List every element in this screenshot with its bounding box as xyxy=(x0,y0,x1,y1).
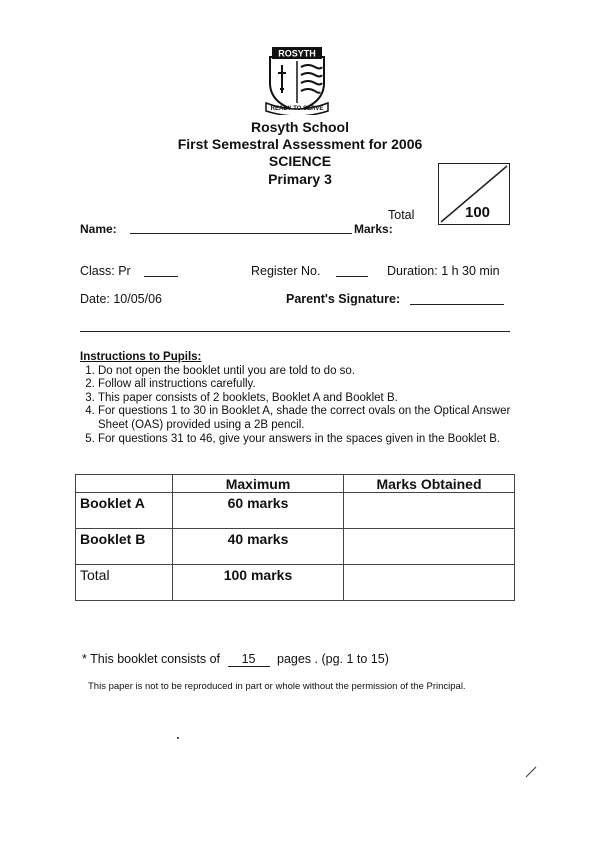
stray-pen-mark xyxy=(524,765,538,779)
pages-suffix: pages . (pg. 1 to 15) xyxy=(277,652,389,666)
subject-title: SCIENCE xyxy=(268,153,332,169)
stray-dot xyxy=(177,737,179,739)
table-row xyxy=(76,529,515,565)
register-field[interactable] xyxy=(336,276,368,277)
instruction-item: 2. Follow all instructions carefully. xyxy=(98,378,520,392)
marks-label: Marks: xyxy=(354,222,393,236)
signature-label: Parent's Signature: xyxy=(286,292,401,306)
svg-text:ROSYTH: ROSYTH xyxy=(278,48,316,59)
table-header-cell: Maximum xyxy=(173,475,344,493)
date-text: Date: 10/05/06 xyxy=(80,292,163,306)
total-label: Total xyxy=(388,208,415,222)
school-name: Rosyth School xyxy=(250,119,349,135)
duration-text: Duration: 1 h 30 min xyxy=(387,264,500,278)
row-obtained[interactable] xyxy=(344,529,515,565)
assessment-title: First Semestral Assessment for 2006 xyxy=(177,136,423,152)
name-label: Name: xyxy=(80,222,117,236)
table-header-row xyxy=(76,475,515,493)
row-label: Booklet B xyxy=(76,529,173,565)
instructions-heading: Instructions to Pupils: xyxy=(80,351,202,363)
pages-line xyxy=(82,652,389,667)
register-label: Register No. xyxy=(251,264,321,278)
table-header-cell xyxy=(76,475,173,493)
row-maximum: 40 marks xyxy=(173,529,344,565)
row-maximum: 100 marks xyxy=(173,565,344,601)
table-row xyxy=(76,493,515,529)
instructions-block xyxy=(80,351,520,446)
pages-count: 15 xyxy=(228,652,270,667)
svg-text:READY TO SERVE: READY TO SERVE xyxy=(270,106,324,112)
instructions-list xyxy=(80,365,520,447)
row-label: Booklet A xyxy=(76,493,173,529)
section-divider xyxy=(80,331,510,332)
table-row xyxy=(76,565,515,601)
row-obtained[interactable] xyxy=(344,493,515,529)
level-title: Primary 3 xyxy=(268,171,332,187)
row-label: Total xyxy=(76,565,173,601)
school-crest-logo xyxy=(262,43,332,115)
pages-prefix: * This booklet consists of xyxy=(82,652,221,666)
class-label: Class: Pr xyxy=(80,264,131,278)
row-maximum: 60 marks xyxy=(173,493,344,529)
class-field[interactable] xyxy=(144,276,178,277)
marks-table xyxy=(75,474,515,601)
copyright-notice: This paper is not to be reproduced in part or whole without the permission of the Principal. xyxy=(88,681,466,692)
instruction-item: 4. For questions 1 to 30 in Booklet A, shade the correct ovals on the Optical Answer Sheet (OAS) provided using a 2B pencil. xyxy=(98,405,520,432)
table-header-cell: Marks Obtained xyxy=(344,475,515,493)
total-marks-box xyxy=(438,163,510,225)
name-field[interactable] xyxy=(130,233,352,234)
instruction-item: 1. Do not open the booklet until you are told to do so. xyxy=(98,365,520,379)
signature-field[interactable] xyxy=(410,304,504,305)
instruction-item: 5. For questions 31 to 46, give your answers in the spaces given in the Booklet B. xyxy=(98,433,520,447)
total-value: 100 xyxy=(465,204,491,221)
instruction-item: 3. This paper consists of 2 booklets, Booklet A and Booklet B. xyxy=(98,392,520,406)
row-obtained[interactable] xyxy=(344,565,515,601)
